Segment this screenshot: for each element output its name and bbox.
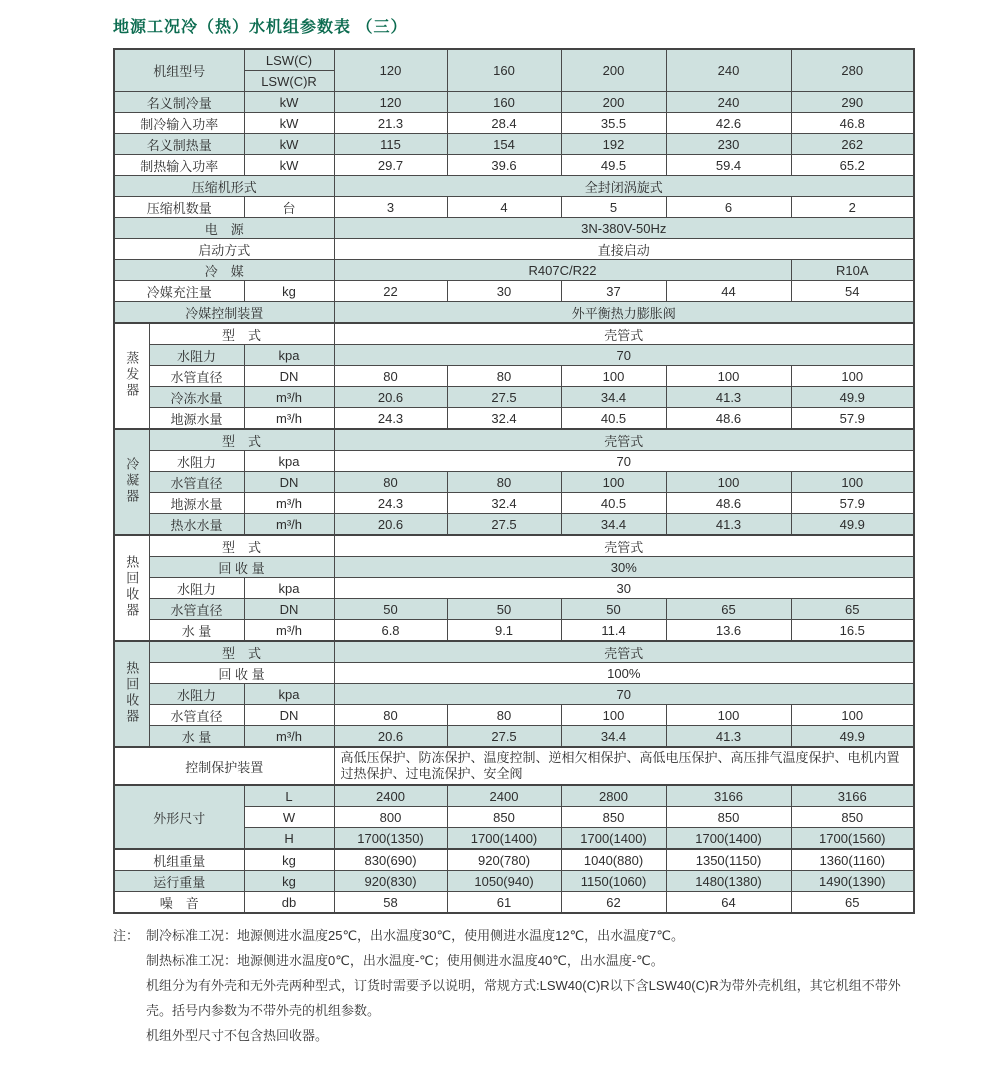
value-cell: 3166 <box>791 785 914 807</box>
value-cell: 外平衡热力膨胀阀 <box>334 302 914 324</box>
unit-cell: kpa <box>244 451 334 472</box>
section-heat-recovery-30: 热回收器 <box>124 554 140 619</box>
value-cell: 32.4 <box>447 493 561 514</box>
value-cell: R10A <box>791 260 914 281</box>
value-cell: 64 <box>666 892 791 914</box>
param-label: 水阻力 <box>149 684 244 705</box>
value-cell: 200 <box>561 49 666 92</box>
value-cell: 70 <box>334 451 914 472</box>
table-row <box>114 134 914 155</box>
value-cell: 41.3 <box>666 514 791 536</box>
table-row <box>114 472 914 493</box>
table-row <box>114 113 914 134</box>
table-row <box>114 849 914 871</box>
value-cell: 34.4 <box>561 514 666 536</box>
table-row <box>114 429 914 451</box>
table-row <box>114 387 914 408</box>
param-label: 冷媒充注量 <box>114 281 244 302</box>
table-row <box>114 323 914 345</box>
value-cell: 160 <box>447 49 561 92</box>
table-row <box>114 514 914 536</box>
param-label: 热水水量 <box>149 514 244 536</box>
dimensions-label: 外形尺寸 <box>114 785 244 849</box>
param-label: 型 式 <box>149 535 334 557</box>
value-cell: 62 <box>561 892 666 914</box>
value-cell: 800 <box>334 807 447 828</box>
value-cell: 48.6 <box>666 408 791 430</box>
param-label: 型 式 <box>149 641 334 663</box>
table-row <box>114 366 914 387</box>
value-cell: 20.6 <box>334 726 447 748</box>
value-cell: 920(780) <box>447 849 561 871</box>
table-row <box>114 239 914 260</box>
value-cell: 59.4 <box>666 155 791 176</box>
value-cell: 100 <box>666 366 791 387</box>
protection-list: 高低压保护、防冻保护、温度控制、逆相欠相保护、高低电压保护、高压排气温度保护、电机内置过热保护、过电流保护、安全阀 <box>334 747 914 785</box>
value-cell: 57.9 <box>791 493 914 514</box>
unit-cell: L <box>244 785 334 807</box>
value-cell: 240 <box>666 92 791 113</box>
value-cell: 24.3 <box>334 493 447 514</box>
param-label: 水管直径 <box>149 366 244 387</box>
unit-cell: db <box>244 892 334 914</box>
value-cell: 80 <box>447 705 561 726</box>
value-cell: R407C/R22 <box>334 260 791 281</box>
series-lswcr: LSW(C)R <box>244 71 334 92</box>
value-cell: 20.6 <box>334 514 447 536</box>
value-cell: 850 <box>447 807 561 828</box>
value-cell: 48.6 <box>666 493 791 514</box>
value-cell: 49.9 <box>791 514 914 536</box>
table-row <box>114 785 914 807</box>
param-label: 地源水量 <box>149 493 244 514</box>
value-cell: 40.5 <box>561 408 666 430</box>
table-row <box>114 155 914 176</box>
param-label: 水 量 <box>149 620 244 642</box>
section-label-cell <box>114 641 149 747</box>
value-cell: 21.3 <box>334 113 447 134</box>
table-row <box>114 535 914 557</box>
value-cell: 27.5 <box>447 726 561 748</box>
value-cell: 2 <box>791 197 914 218</box>
param-label: 水管直径 <box>149 599 244 620</box>
value-cell: 1700(1560) <box>791 828 914 850</box>
param-label: 制热输入功率 <box>114 155 244 176</box>
value-cell: 1480(1380) <box>666 871 791 892</box>
value-cell: 34.4 <box>561 387 666 408</box>
value-cell: 1360(1160) <box>791 849 914 871</box>
table-row <box>114 302 914 324</box>
value-cell: 6.8 <box>334 620 447 642</box>
section-heat-recovery-100: 热回收器 <box>124 660 140 725</box>
value-cell: 850 <box>561 807 666 828</box>
value-cell: 200 <box>561 92 666 113</box>
unit-cell: kpa <box>244 578 334 599</box>
param-label: 噪 音 <box>114 892 244 914</box>
value-cell: 2400 <box>447 785 561 807</box>
param-label: 冷 媒 <box>114 260 334 281</box>
unit-cell: kg <box>244 871 334 892</box>
value-cell: 240 <box>666 49 791 92</box>
section-condenser: 冷凝器 <box>124 456 140 505</box>
unit-cell: kW <box>244 113 334 134</box>
value-cell: 920(830) <box>334 871 447 892</box>
value-cell: 3166 <box>666 785 791 807</box>
value-cell: 100 <box>561 366 666 387</box>
value-cell: 3N-380V-50Hz <box>334 218 914 239</box>
table-row <box>114 281 914 302</box>
value-cell: 57.9 <box>791 408 914 430</box>
value-cell: 1040(880) <box>561 849 666 871</box>
value-cell: 30% <box>334 557 914 578</box>
value-cell: 100% <box>334 663 914 684</box>
note-line: 机组外型尺寸不包含热回收器。 <box>146 1028 329 1043</box>
section-label-cell <box>114 535 149 641</box>
value-cell: 壳管式 <box>334 323 914 345</box>
value-cell: 直接启动 <box>334 239 914 260</box>
value-cell: 4 <box>447 197 561 218</box>
value-cell: 39.6 <box>447 155 561 176</box>
value-cell: 262 <box>791 134 914 155</box>
value-cell: 80 <box>447 366 561 387</box>
section-evaporator: 蒸发器 <box>124 350 140 399</box>
param-label: 控制保护装置 <box>114 747 334 785</box>
unit-cell: DN <box>244 366 334 387</box>
table-row <box>114 663 914 684</box>
notes-body <box>146 923 925 1048</box>
table-row <box>114 408 914 430</box>
param-label: 启动方式 <box>114 239 334 260</box>
param-label: 冷冻水量 <box>149 387 244 408</box>
model-header: 机组型号 <box>114 49 244 92</box>
value-cell: 115 <box>334 134 447 155</box>
unit-cell: kg <box>244 849 334 871</box>
value-cell: 120 <box>334 49 447 92</box>
value-cell: 42.6 <box>666 113 791 134</box>
unit-cell: m³/h <box>244 726 334 748</box>
unit-cell: m³/h <box>244 514 334 536</box>
value-cell: 29.7 <box>334 155 447 176</box>
value-cell: 24.3 <box>334 408 447 430</box>
param-label: 型 式 <box>149 429 334 451</box>
unit-cell: kpa <box>244 684 334 705</box>
value-cell: 58 <box>334 892 447 914</box>
unit-cell: kW <box>244 92 334 113</box>
value-cell: 154 <box>447 134 561 155</box>
value-cell: 280 <box>791 49 914 92</box>
value-cell: 1350(1150) <box>666 849 791 871</box>
value-cell: 1700(1350) <box>334 828 447 850</box>
param-label: 冷媒控制装置 <box>114 302 334 324</box>
table-row <box>114 620 914 642</box>
param-label: 电 源 <box>114 218 334 239</box>
unit-cell: kW <box>244 134 334 155</box>
param-label: 水阻力 <box>149 345 244 366</box>
table-row <box>114 599 914 620</box>
table-row <box>114 176 914 197</box>
param-label: 水阻力 <box>149 451 244 472</box>
unit-cell: kpa <box>244 345 334 366</box>
table-row <box>114 49 914 71</box>
value-cell: 11.4 <box>561 620 666 642</box>
unit-cell: m³/h <box>244 408 334 430</box>
value-cell: 1700(1400) <box>447 828 561 850</box>
value-cell: 1490(1390) <box>791 871 914 892</box>
table-row <box>114 260 914 281</box>
value-cell: 100 <box>791 705 914 726</box>
value-cell: 70 <box>334 345 914 366</box>
table-row <box>114 747 914 785</box>
value-cell: 2800 <box>561 785 666 807</box>
value-cell: 22 <box>334 281 447 302</box>
table-row <box>114 493 914 514</box>
unit-cell: H <box>244 828 334 850</box>
value-cell: 192 <box>561 134 666 155</box>
section-label-cell <box>114 323 149 429</box>
value-cell: 65 <box>791 599 914 620</box>
unit-cell: m³/h <box>244 620 334 642</box>
value-cell: 290 <box>791 92 914 113</box>
value-cell: 80 <box>334 366 447 387</box>
value-cell: 壳管式 <box>334 535 914 557</box>
param-label: 水管直径 <box>149 472 244 493</box>
value-cell: 61 <box>447 892 561 914</box>
value-cell: 1700(1400) <box>561 828 666 850</box>
param-label: 名义制冷量 <box>114 92 244 113</box>
value-cell: 3 <box>334 197 447 218</box>
value-cell: 壳管式 <box>334 641 914 663</box>
spec-table <box>113 48 915 914</box>
unit-cell: m³/h <box>244 493 334 514</box>
table-row <box>114 557 914 578</box>
value-cell: 160 <box>447 92 561 113</box>
value-cell: 120 <box>334 92 447 113</box>
value-cell: 44 <box>666 281 791 302</box>
value-cell: 46.8 <box>791 113 914 134</box>
param-label: 机组重量 <box>114 849 244 871</box>
param-label: 制冷输入功率 <box>114 113 244 134</box>
table-row <box>114 451 914 472</box>
unit-cell: kW <box>244 155 334 176</box>
value-cell: 50 <box>334 599 447 620</box>
note-line: 制热标准工况：地源侧进水温度0℃，出水温度-℃；使用侧进水温度40℃，出水温度-℃。 <box>146 953 664 968</box>
value-cell: 41.3 <box>666 726 791 748</box>
unit-cell: m³/h <box>244 387 334 408</box>
unit-cell: DN <box>244 472 334 493</box>
value-cell: 35.5 <box>561 113 666 134</box>
value-cell: 50 <box>561 599 666 620</box>
notes-section <box>113 923 925 1048</box>
value-cell: 27.5 <box>447 514 561 536</box>
value-cell: 37 <box>561 281 666 302</box>
table-row <box>114 92 914 113</box>
table-row <box>114 684 914 705</box>
value-cell: 100 <box>791 366 914 387</box>
table-row <box>114 726 914 748</box>
value-cell: 全封闭涡旋式 <box>334 176 914 197</box>
value-cell: 2400 <box>334 785 447 807</box>
value-cell: 30 <box>447 281 561 302</box>
param-label: 水 量 <box>149 726 244 748</box>
value-cell: 100 <box>561 705 666 726</box>
value-cell: 1150(1060) <box>561 871 666 892</box>
notes-label: 注： <box>113 928 140 943</box>
value-cell: 850 <box>666 807 791 828</box>
value-cell: 1050(940) <box>447 871 561 892</box>
table-row <box>114 578 914 599</box>
value-cell: 1700(1400) <box>666 828 791 850</box>
value-cell: 6 <box>666 197 791 218</box>
table-row <box>114 871 914 892</box>
section-label-cell <box>114 429 149 535</box>
value-cell: 65 <box>791 892 914 914</box>
value-cell: 65 <box>666 599 791 620</box>
value-cell: 50 <box>447 599 561 620</box>
value-cell: 80 <box>447 472 561 493</box>
value-cell: 49.5 <box>561 155 666 176</box>
value-cell: 13.6 <box>666 620 791 642</box>
note-line: 机组分为有外壳和无外壳两种型式，订货时需要予以说明，常规方式:LSW40(C)R以下含LSW40(C)R为带外壳机组，其它机组不带外壳。括号内参数为不带外壳的机组参数。 <box>146 978 901 1018</box>
param-label: 压缩机形式 <box>114 176 334 197</box>
value-cell: 70 <box>334 684 914 705</box>
spec-table-body <box>114 49 914 913</box>
value-cell: 27.5 <box>447 387 561 408</box>
table-row <box>114 641 914 663</box>
unit-cell: DN <box>244 705 334 726</box>
param-label: 回 收 量 <box>149 557 334 578</box>
table-row <box>114 197 914 218</box>
param-label: 地源水量 <box>149 408 244 430</box>
table-row <box>114 892 914 914</box>
value-cell: 80 <box>334 705 447 726</box>
value-cell: 32.4 <box>447 408 561 430</box>
value-cell: 40.5 <box>561 493 666 514</box>
value-cell: 80 <box>334 472 447 493</box>
param-label: 回 收 量 <box>149 663 334 684</box>
table-row <box>114 345 914 366</box>
value-cell: 16.5 <box>791 620 914 642</box>
table-row <box>114 705 914 726</box>
value-cell: 49.9 <box>791 387 914 408</box>
unit-cell: 台 <box>244 197 334 218</box>
value-cell: 100 <box>666 472 791 493</box>
value-cell: 壳管式 <box>334 429 914 451</box>
value-cell: 54 <box>791 281 914 302</box>
value-cell: 850 <box>791 807 914 828</box>
param-label: 型 式 <box>149 323 334 345</box>
value-cell: 20.6 <box>334 387 447 408</box>
note-line: 制冷标准工况：地源侧进水温度25℃，出水温度30℃，使用侧进水温度12℃，出水温度7℃。 <box>146 928 685 943</box>
param-label: 水管直径 <box>149 705 244 726</box>
value-cell: 41.3 <box>666 387 791 408</box>
value-cell: 230 <box>666 134 791 155</box>
value-cell: 30 <box>334 578 914 599</box>
value-cell: 34.4 <box>561 726 666 748</box>
param-label: 运行重量 <box>114 871 244 892</box>
param-label: 水阻力 <box>149 578 244 599</box>
series-lswc: LSW(C) <box>244 49 334 71</box>
value-cell: 100 <box>791 472 914 493</box>
param-label: 名义制热量 <box>114 134 244 155</box>
value-cell: 5 <box>561 197 666 218</box>
value-cell: 49.9 <box>791 726 914 748</box>
value-cell: 830(690) <box>334 849 447 871</box>
unit-cell: DN <box>244 599 334 620</box>
table-row <box>114 218 914 239</box>
value-cell: 100 <box>561 472 666 493</box>
page-title: 地源工况冷（热）水机组参数表 （三） <box>113 19 408 36</box>
value-cell: 9.1 <box>447 620 561 642</box>
value-cell: 100 <box>666 705 791 726</box>
unit-cell: kg <box>244 281 334 302</box>
param-label: 压缩机数量 <box>114 197 244 218</box>
value-cell: 28.4 <box>447 113 561 134</box>
unit-cell: W <box>244 807 334 828</box>
value-cell: 65.2 <box>791 155 914 176</box>
